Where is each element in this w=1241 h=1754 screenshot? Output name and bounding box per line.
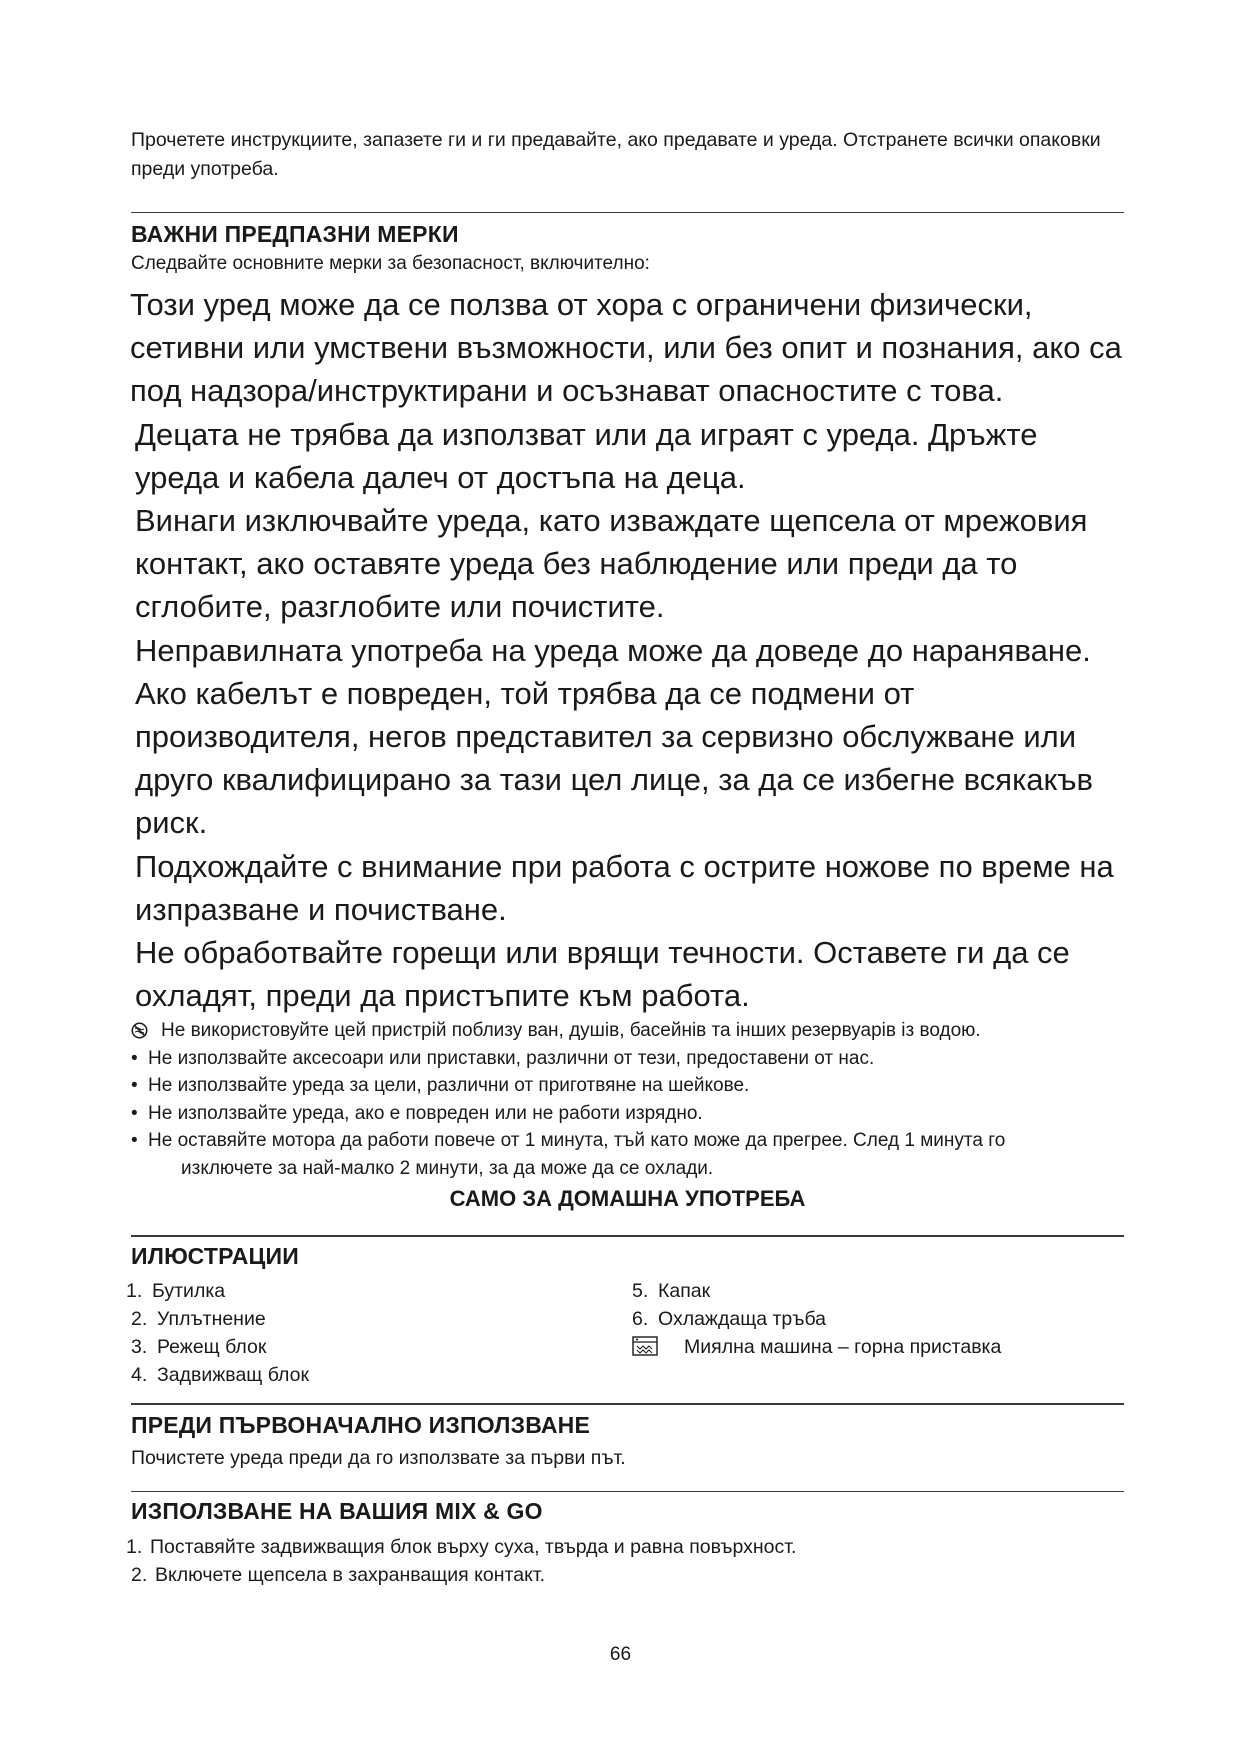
safety-item: Подхождайте с внимание при работа с острите ножове по време на изпразване и почистване.	[135, 848, 1114, 927]
section-divider	[131, 212, 1124, 213]
dishwasher-icon	[632, 1336, 658, 1356]
item-label: Задвижващ блок	[157, 1364, 310, 1387]
item-label: Уплътнение	[157, 1308, 266, 1331]
bullet-item	[131, 1072, 1124, 1100]
illustration-item	[632, 1333, 1001, 1361]
bullet-text: Не използвайте уреда, ако е повреден или не работи изрядно.	[148, 1102, 703, 1124]
bullet-dot: •	[131, 1075, 138, 1097]
step-text: Включете щепсела в захранващия контакт.	[155, 1564, 546, 1587]
item-label: Охлаждаща тръба	[658, 1308, 827, 1331]
safety-bullet-list	[131, 1017, 1124, 1182]
water-warning-item	[131, 1017, 1124, 1045]
illustration-item	[131, 1333, 632, 1361]
safety-subtitle: Следвайте основните мерки за безопасност, включително:	[131, 253, 650, 274]
bullet-text: Не използвайте уреда за цели, различни от приготвяне на шейкове.	[148, 1075, 750, 1097]
bullet-item	[131, 1127, 1124, 1182]
item-label: Бутилка	[152, 1280, 226, 1303]
illustration-item	[131, 1361, 632, 1389]
illustration-item	[131, 1305, 632, 1333]
page-number: 66	[609, 1644, 632, 1665]
usage-step	[126, 1533, 1124, 1561]
illustrations-heading: ИЛЮСТРАЦИИ	[131, 1243, 299, 1270]
bullet-text-continuation: изключете за най-малко 2 минути, за да може да се охлади.	[181, 1157, 714, 1179]
safety-heading: ВАЖНИ ПРЕДПАЗНИ МЕРКИ	[131, 221, 459, 247]
water-warning-text: Не використовуйте цей пристрій поблизу ван, душів, басейнів та інших резервуарів із водою.	[161, 1020, 981, 1042]
intro-text: Прочетете инструкциите, запазете ги и ги предавайте, ако предавате и уреда. Отстранете всички опаковки преди употреба.	[131, 129, 1101, 180]
bullet-text: Не оставяйте мотора да работи повече от 1 минута, тъй като може да прегрее. След 1 минута го	[148, 1130, 1006, 1152]
usage-step	[131, 1561, 1124, 1589]
bullet-dot: •	[131, 1130, 138, 1152]
item-number: 6.	[632, 1308, 649, 1331]
section-divider	[131, 1403, 1124, 1405]
section-divider	[131, 1235, 1124, 1237]
step-text: Поставяйте задвижващия блок върху суха, твърда и равна повърхност.	[150, 1536, 797, 1559]
step-number: 2.	[131, 1564, 148, 1587]
illustrations-left-list	[126, 1277, 632, 1389]
bullet-dot: •	[131, 1102, 138, 1124]
bullet-item	[131, 1045, 1124, 1073]
item-number: 1.	[126, 1280, 143, 1303]
safety-item: Този уред може да се ползва от хора с ограничени физически, сетивни или умствени възможности, или без опит и познания, ако са под надзора/инструктирани и осъзнават опасностите с това.	[130, 287, 1122, 409]
item-number: 2.	[131, 1308, 148, 1331]
illustrations-columns	[126, 1277, 1124, 1389]
first-use-heading: ПРЕДИ ПЪРВОНАЧАЛНО ИЗПОЛЗВАНЕ	[131, 1412, 591, 1439]
bullet-item	[131, 1100, 1124, 1128]
item-number: 3.	[131, 1336, 148, 1359]
household-only-notice: САМО ЗА ДОМАШНА УПОТРЕБА	[449, 1186, 806, 1212]
item-label: Миялна машина – горна приставка	[684, 1336, 1002, 1359]
usage-heading: ИЗПОЛЗВАНЕ НА ВАШИЯ MIX & GO	[131, 1498, 543, 1525]
usage-steps	[126, 1533, 1124, 1589]
illustrations-right-list	[632, 1277, 1001, 1389]
safety-large-list	[131, 283, 1124, 1017]
safety-item: Неправилната употреба на уреда може да доведе до нараняване.	[135, 632, 1091, 668]
safety-item: Не обработвайте горещи или врящи течности. Оставете ги да се охладят, преди да пристъпите към работа.	[135, 935, 1070, 1014]
safety-item: Децата не трябва да използват или да играят с уреда. Дръжте уреда и кабела далеч от достъпа на деца.	[135, 416, 1038, 495]
first-use-text: Почистете уреда преди да го използвате за първи път.	[131, 1447, 626, 1470]
item-label: Режещ блок	[157, 1336, 267, 1359]
illustration-item	[632, 1305, 1001, 1333]
safety-item: Винаги изключвайте уреда, като изваждате щепсела от мрежовия контакт, ако оставяте уреда без наблюдение или преди да то сглобите, разглобите или почистите.	[135, 503, 1088, 625]
manual-page	[126, 126, 1124, 1589]
item-number: 4.	[131, 1364, 148, 1387]
safety-item: Ако кабелът е повреден, той трябва да се подмени от производителя, негов представител за сервизно обслужване или друго квалифицирано за тази цел лице, за да се избегне всякакъв риск.	[135, 675, 1093, 841]
bullet-dot: •	[131, 1047, 138, 1069]
item-label: Капак	[658, 1280, 711, 1303]
illustration-item	[126, 1277, 632, 1305]
section-divider	[131, 1491, 1124, 1492]
bullet-text: Не използвайте аксесоари или приставки, различни от тези, предоставени от нас.	[148, 1047, 875, 1069]
step-number: 1.	[126, 1536, 143, 1559]
item-number: 5.	[632, 1280, 649, 1303]
no-water-icon	[131, 1022, 148, 1039]
illustration-item	[632, 1277, 1001, 1305]
